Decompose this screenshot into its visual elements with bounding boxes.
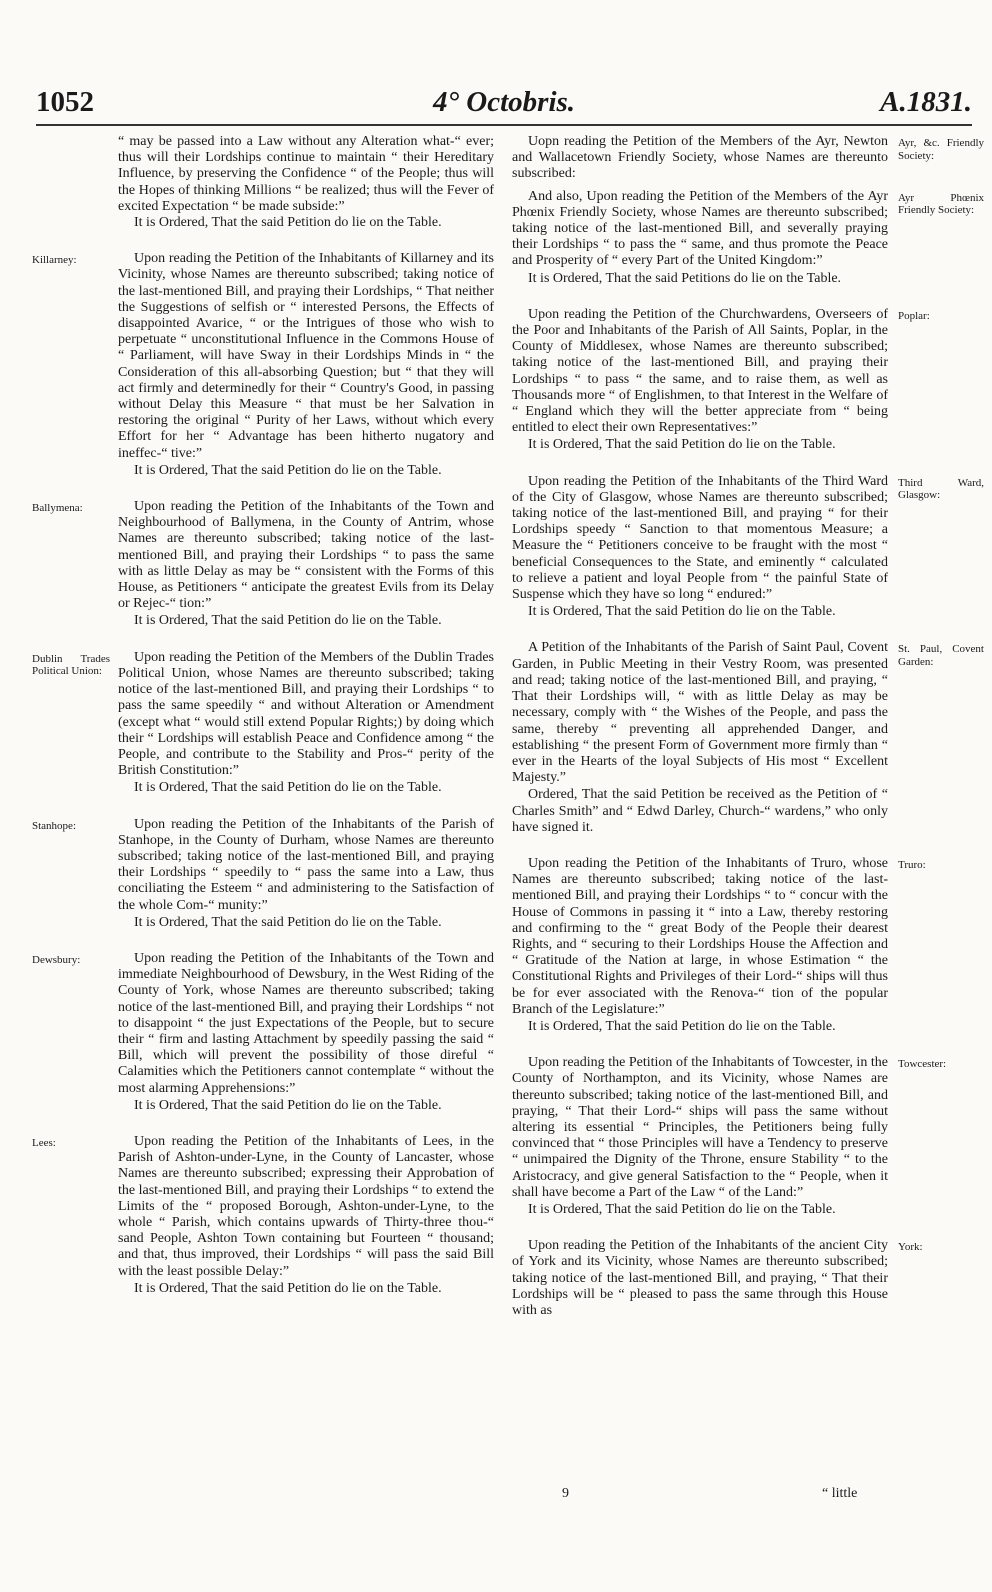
margin-note: Killarney:	[32, 254, 77, 267]
petition-text: Upon reading the Petition of the Inhabitants of Towcester, in the County of Northampton, and its Vicinity, whose Names are thereunto subscribed; taking notice of the last-mentioned Bill, and praying, “ That their Lord-“ ships will pass the same without altering its essential “ Principles, the Petitioners being fully convinced that “ those Principles will have a Tendency to preserve “ unimpaired the Dignity of the Throne, ensure Stability “ to the Aristocracy, and give general Satisfaction to the “ People, when it shall have become a Part of the Law “ of the Land:”	[512, 1055, 888, 1200]
continuation-order: It is Ordered, That the said Petition do lie on the Table.	[134, 215, 442, 231]
continuation-text: “ may be passed into a Law without any Alteration what-“ ever; thus will their Lordships continue to maintain “ their Hereditary Influence, by preserving the Confidence “ of the People; thus will the Hopes of thinking Millions “ be realized; thus will the Fever of excited Expectation “ be made subside:”	[118, 134, 494, 214]
petition-order: It is Ordered, That the said Petition do lie on the Table.	[528, 437, 836, 453]
margin-note: Dublin Trades Political Union:	[32, 652, 110, 678]
petition-entry	[32, 1133, 494, 1297]
continued-petition	[118, 134, 494, 231]
petition-entry	[512, 134, 984, 183]
petition-text: Uopn reading the Petition of the Members of the Ayr, Newton and Wallacetown Friendly Society, whose Names are thereunto subscribed:	[512, 134, 888, 182]
margin-note: Truro:	[898, 858, 926, 871]
margin-note: Dewsbury:	[32, 953, 81, 966]
petition-text: Upon reading the Petition of the Inhabitants of the Town and immediate Neighbourhood of Dewsbury, in the West Riding of the County of York, whose Names are thereunto subscribed; taking notice of the last-mentioned Bill, and praying their Lordships “ not to disappoint “ the just Expectations of the People, but to secure their “ firm and lasting Attachment by speedily passing the said “ Bill, which will prevent the possibility of those direful “ Calamities which the Petitioners cannot contemplate “ without the most alarming Apprehensions:”	[118, 950, 494, 1096]
session-date: 4° Octobris.	[432, 86, 576, 118]
petition-entry	[512, 473, 984, 621]
margin-note: Lees:	[32, 1136, 56, 1149]
petition-text: Upon reading the Petition of the Inhabitants of the Parish of Stanhope, in the County of Durham, whose Names are thereunto subscribed; taking notice of the last-mentioned Bill, and praying their Lordships “ speedily to “ pass the same into a Law, thus conciliating the Esteem “ and administering to the Satisfaction of the whole Com-“ munity:”	[118, 816, 494, 913]
petition-text: Upon reading the Petition of the Members of the Dublin Trades Political Union, whose Names are thereunto subscribed; taking notice of the last-mentioned Bill, and praying their Lordships “ to pass the same speedily “ and without Alteration or Amendment (except what “ would still extend Popular Rights;) by doing which their “ Lordships will establish Peace and Confidence among “ the People, and contribute to the Stability and Pros-“ perity of the British Constitution:”	[118, 649, 494, 779]
margin-note: Stanhope:	[32, 819, 76, 832]
printer-signature: 9	[562, 1486, 569, 1501]
margin-note: Ayr Phœnix Friendly Society:	[898, 191, 984, 217]
petition-order: It is Ordered, That the said Petitions do lie on the Table.	[528, 270, 842, 286]
petition-text: And also, Upon reading the Petition of the Members of the Ayr Phœnix Friendly Society, whose Names are thereunto subscribed; taking notice of the last-mentioned Bill, and severally praying their Lordships “ to pass the “ same, and thus promote the Peace and Prosperity of “ every Part of the United Kingdom:”	[512, 188, 888, 269]
petition-text: Upon reading the Petition of the Inhabitants of the ancient City of York and its Vicinity, whose Names are thereunto subscribed; taking notice of the last-mentioned Bill, and praying, “ That their Lordships will be “ pleased to pass the same through this House with as	[512, 1238, 888, 1318]
petition-entry	[512, 306, 930, 454]
petition-order: It is Ordered, That the said Petition do lie on the Table.	[528, 1018, 836, 1034]
petition-text: A Petition of the Inhabitants of the Parish of Saint Paul, Covent Garden, in Public Meeting in their Vestry Room, was presented and read; taking notice of the last-mentioned Bill, and praying, “ That their Lordships will, “ with as little Delay as may be necessary, comply with “ the Wishes of the People, and pass the same, thereby “ preventing all apprehended Danger, and establishing “ the present Form of Government more firmly than “ ever in the Hearts of the loyal Subjects of His most “ Excellent Majesty.”	[512, 640, 888, 786]
petition-order: It is Ordered, That the said Petition do lie on the Table.	[134, 613, 442, 629]
petition-text: Upon reading the Petition of the Inhabitants of the Town and Neighbourhood of Ballymena, in the County of Antrim, whose Names are thereunto subscribed; taking notice of the last-mentioned Bill, and praying their Lordships “ to pass the same with as little Delay as may be “ consistent with the Forms of this House, as Petitioners “ anticipate the greatest Evils from its Delay or Rejec-“ tion:”	[118, 499, 494, 612]
petition-entry	[32, 816, 494, 931]
petition-entry	[512, 1055, 947, 1218]
petition-order: It is Ordered, That the said Petition do lie on the Table.	[134, 1280, 442, 1296]
margin-note: Ballymena:	[32, 502, 83, 515]
petition-entry	[512, 1238, 923, 1319]
catchword: “ little	[822, 1486, 858, 1501]
left-column	[32, 134, 494, 1317]
margin-note: Poplar:	[898, 309, 930, 322]
petition-text: Upon reading the Petition of the Inhabitants of Lees, in the Parish of Ashton-under-Lyne, in the County of Lancaster, whose Names are thereunto subscribed; expressing their Approbation of the last-mentioned Bill, and praying their Lordships “ to extend the Limits of the “ proposed Borough, Ashton-under-Lyne, to the whole “ Parish, which contains upwards of Thirty-three thou-“ sand People, Ashton Town containing but Fourteen “ thousand; and that, thus improved, their Lordships “ will pass the said Bill with the least possible Delay:”	[118, 1133, 494, 1279]
petition-order: It is Ordered, That the said Petition do lie on the Table.	[134, 780, 442, 796]
header-rule	[36, 124, 972, 126]
petition-entry	[512, 640, 984, 835]
margin-note: St. Paul, Covent Garden:	[898, 643, 984, 668]
petition-order: It is Ordered, That the said Petition do lie on the Table.	[134, 914, 442, 930]
petition-order: It is Ordered, That the said Petition do lie on the Table.	[134, 1097, 442, 1113]
petition-text: Upon reading the Petition of the Churchwardens, Overseers of the Poor and Inhabitants of the Parish of All Saints, Poplar, in the County of Middlesex, whose Names are thereunto subscribed; taking notice of the last-mentioned Bill, and praying their Lordships “ to pass “ the same, and to raise them, as well as Thousands more “ of Englishmen, to that Interest in the Welfare of “ England which they will the better appreciate from “ being entitled to elect their own Representatives:”	[512, 306, 888, 436]
page-number: 1052	[36, 86, 94, 118]
petition-order: It is Ordered, That the said Petition do lie on the Table.	[528, 1201, 836, 1217]
right-column	[512, 134, 984, 1339]
petition-entry	[32, 950, 494, 1114]
petition-order: It is Ordered, That the said Petition do lie on the Table.	[134, 462, 442, 478]
petition-order: It is Ordered, That the said Petition do lie on the Table.	[528, 604, 836, 620]
petition-order: Ordered, That the said Petition be received as the Petition of “ Charles Smith” and “ Edwd Darley, Church-“ wardens,” who only have signed it.	[512, 787, 888, 835]
petition-text: Upon reading the Petition of the Inhabitants of Truro, whose Names are thereunto subscribed; taking notice of the last-mentioned Bill, and praying their Lordships “ to “ concur with the House of Commons in passing it “ into a Law, thereby restoring and confirming to the “ great Body of the People their dearest Rights, and “ securing to their Lordships House the Affection and “ Gratitude of the Nation at large, in whose Estimation “ the Constitutional Rights and Privileges of their Lord-“ ships will thus be for ever associated with the Renova-“ tion of the popular Branch of the Legislature:”	[512, 855, 888, 1017]
year: A.1831.	[880, 86, 972, 118]
petition-entry	[512, 855, 926, 1035]
margin-note: Ayr, &c. Friendly Society:	[898, 137, 984, 162]
margin-note: Towcester:	[898, 1058, 947, 1071]
petition-entry	[32, 499, 494, 630]
petition-entry	[32, 251, 494, 479]
petition-entry	[512, 188, 984, 287]
margin-note: Third Ward, Glasgow:	[898, 476, 984, 502]
margin-note: York:	[898, 1241, 923, 1254]
petition-entry	[32, 649, 494, 797]
petition-text: Upon reading the Petition of the Inhabitants of the Third Ward of the City of Glasgow, whose Names are thereunto subscribed; taking notice of the last-mentioned Bill, and praying “ for their Lordships speedy “ Sanction to that momentous Measure; a Measure the “ Petitioners conceive to be fraught with the most “ beneficial Consequences to the State, and eminently “ calculated to relieve a patient and loyal People from “ the painful State of Suspense which they have so long “ endured:”	[512, 473, 888, 603]
page-header	[36, 86, 972, 120]
petition-text: Upon reading the Petition of the Inhabitants of Killarney and its Vicinity, whose Names are thereunto subscribed; taking notice of the last-mentioned Bill, and praying their Lordships, “ That neither the Suggestions of selfish or “ interested Persons, the Effects of disappointed Avarice, “ or the Intrigues of those who wish to perpetuate “ unconstitutional Influence in the Commons House of “ Parliament, will have Sway in their Lordships Minds in “ the Consideration of this all-absorbing Question; but “ that they will act firmly and determinedly for their “ Country's Good, in passing without Delay this Measure “ that must be her Salvation in restoring the original “ Purity of her Laws, without which every Effort for her “ Advantage has been hitherto nugatory and ineffec-“ tive:”	[118, 251, 494, 461]
